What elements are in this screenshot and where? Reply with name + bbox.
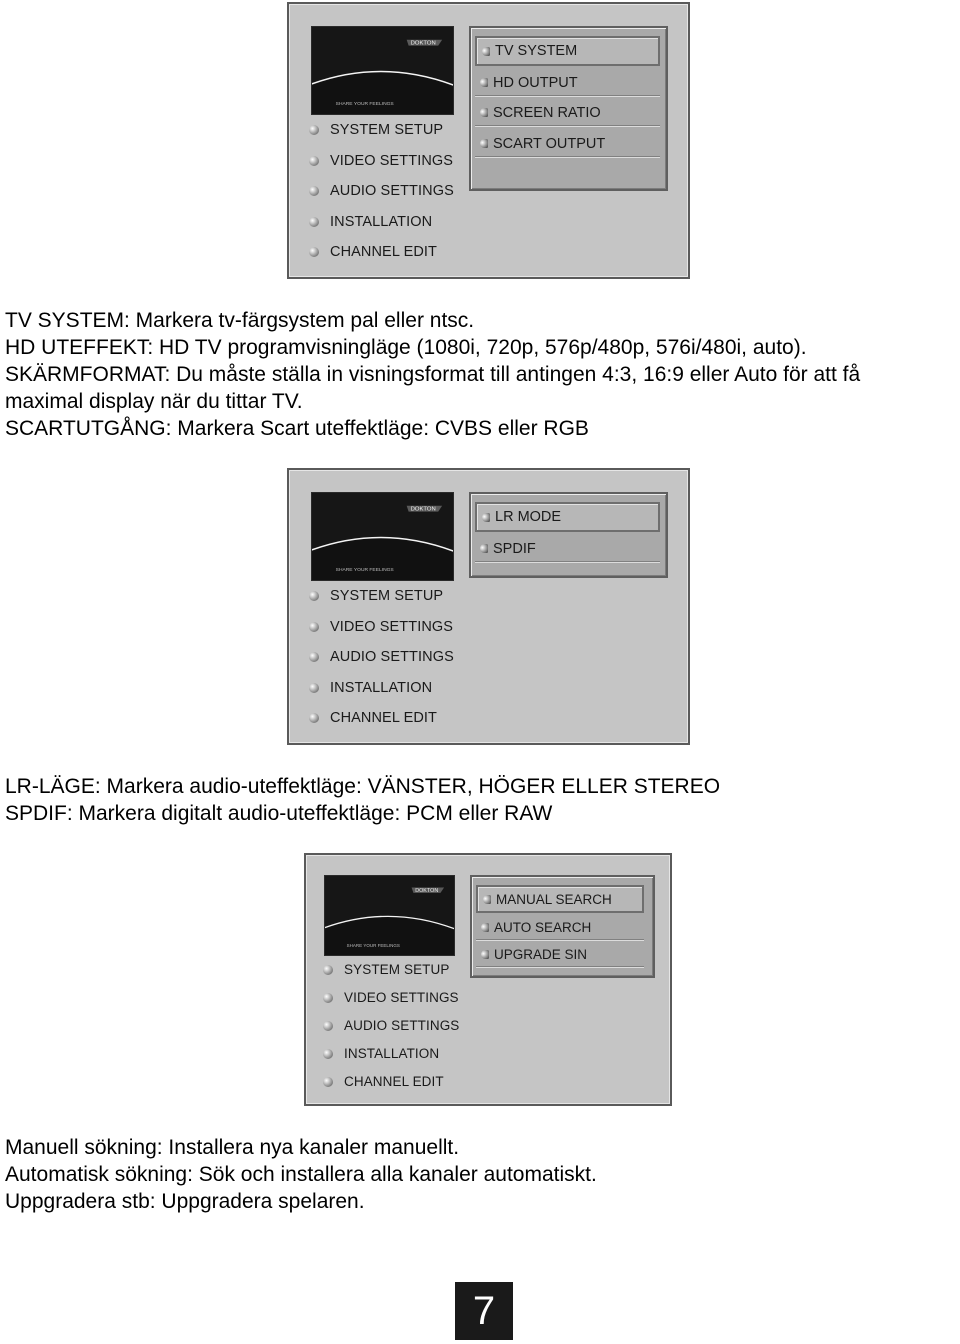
bullet-icon (309, 683, 319, 693)
description-line: Manuell sökning: Installera nya kanaler manuellt. (5, 1136, 460, 1159)
menu-item-installation[interactable]: INSTALLATION (309, 214, 432, 230)
submenu-item-scart-output[interactable]: SCART OUTPUT (475, 131, 660, 157)
menu-item-audio-settings[interactable]: AUDIO SETTINGS (309, 183, 454, 199)
menu-item-system-setup[interactable]: SYSTEM SETUP (309, 122, 443, 138)
menu-item-system-setup[interactable]: SYSTEM SETUP (323, 962, 449, 977)
svg-text:DOKTON: DOKTON (415, 888, 439, 894)
arrow-bullet-icon (480, 78, 488, 87)
menu-screenshot-audio-settings (287, 468, 690, 745)
menu-screenshot-installation (304, 853, 672, 1106)
svg-text:SHARE YOUR FEELINGS: SHARE YOUR FEELINGS (346, 943, 400, 949)
description-line: maximal display när du tittar TV. (5, 390, 303, 413)
bullet-icon (323, 1049, 333, 1059)
svg-text:DOKTON: DOKTON (410, 506, 436, 513)
bullet-icon (309, 622, 319, 632)
menu-item-video-settings[interactable]: VIDEO SETTINGS (309, 153, 453, 169)
bullet-icon (323, 1021, 333, 1031)
menu-item-audio-settings[interactable]: AUDIO SETTINGS (309, 649, 454, 665)
menu-screenshot-system-setup (287, 2, 690, 279)
menu-item-video-settings[interactable]: VIDEO SETTINGS (309, 619, 453, 635)
description-line: SCARTUTGÅNG: Markera Scart uteffektläge: CVBS eller RGB (5, 417, 589, 440)
logo-banner (311, 492, 454, 581)
menu-item-system-setup[interactable]: SYSTEM SETUP (309, 588, 443, 604)
bullet-icon (309, 713, 319, 723)
bullet-icon (323, 965, 333, 975)
bullet-icon (309, 186, 319, 196)
description-line: SPDIF: Markera digitalt audio-uteffektläge: PCM eller RAW (5, 802, 553, 825)
menu-item-channel-edit[interactable]: CHANNEL EDIT (309, 710, 437, 726)
menu-item-installation[interactable]: INSTALLATION (309, 680, 432, 696)
globe-horizon-icon (325, 876, 454, 955)
arrow-bullet-icon (483, 895, 491, 904)
bullet-icon (309, 125, 319, 135)
svg-text:DOKTON: DOKTON (410, 40, 436, 47)
submenu-item-auto-search[interactable]: AUTO SEARCH (476, 916, 644, 940)
arrow-bullet-icon (480, 544, 488, 553)
submenu-item-spdif[interactable]: SPDIF (475, 536, 660, 562)
arrow-bullet-icon (480, 108, 488, 117)
bullet-icon (309, 652, 319, 662)
bullet-icon (309, 591, 319, 601)
description-line: TV SYSTEM: Markera tv-färgsystem pal eller ntsc. (5, 309, 475, 332)
submenu-item-hd-output[interactable]: HD OUTPUT (475, 70, 660, 96)
arrow-bullet-icon (482, 513, 490, 522)
svg-text:SHARE YOUR FEELINGS: SHARE YOUR FEELINGS (335, 102, 394, 108)
bullet-icon (323, 993, 333, 1003)
logo-banner (311, 26, 454, 115)
description-line: Automatisk sökning: Sök och installera alla kanaler automatiskt. (5, 1163, 597, 1186)
menu-item-channel-edit[interactable]: CHANNEL EDIT (323, 1074, 444, 1089)
arrow-bullet-icon (482, 47, 490, 56)
arrow-bullet-icon (481, 923, 489, 932)
bullet-icon (309, 156, 319, 166)
menu-item-audio-settings[interactable]: AUDIO SETTINGS (323, 1018, 459, 1033)
description-line: SKÄRMFORMAT: Du måste ställa in visningsformat till antingen 4:3, 16:9 eller Auto för att få (5, 363, 861, 386)
bullet-icon (309, 217, 319, 227)
arrow-bullet-icon (481, 950, 489, 959)
description-line: LR-LÄGE: Markera audio-uteffektläge: VÄNSTER, HÖGER ELLER STEREO (5, 775, 721, 798)
svg-text:SHARE YOUR FEELINGS: SHARE YOUR FEELINGS (335, 568, 394, 574)
globe-horizon-icon (312, 493, 453, 580)
menu-item-channel-edit[interactable]: CHANNEL EDIT (309, 244, 437, 260)
submenu-item-upgrade-sin[interactable]: UPGRADE SIN (476, 943, 644, 967)
bullet-icon (323, 1077, 333, 1087)
bullet-icon (309, 247, 319, 257)
globe-horizon-icon (312, 27, 453, 114)
menu-item-video-settings[interactable]: VIDEO SETTINGS (323, 990, 459, 1005)
submenu-item-screen-ratio[interactable]: SCREEN RATIO (475, 100, 660, 126)
submenu-panel (469, 26, 668, 191)
menu-item-installation[interactable]: INSTALLATION (323, 1046, 439, 1061)
description-block-video (5, 307, 860, 442)
page-number: 7 (455, 1282, 513, 1340)
logo-banner (324, 875, 455, 956)
arrow-bullet-icon (480, 139, 488, 148)
submenu-item-tv-system[interactable]: TV SYSTEM (475, 36, 660, 66)
submenu-panel (469, 492, 668, 578)
description-block-audio (5, 773, 720, 827)
description-line: Uppgradera stb: Uppgradera spelaren. (5, 1190, 365, 1213)
description-line: HD UTEFFEKT: HD TV programvisningläge (1080i, 720p, 576p/480p, 576i/480i, auto). (5, 336, 807, 359)
submenu-item-manual-search[interactable]: MANUAL SEARCH (476, 885, 644, 913)
submenu-panel (470, 875, 655, 978)
description-block-installation (5, 1134, 597, 1215)
submenu-item-lr-mode[interactable]: LR MODE (475, 502, 660, 532)
